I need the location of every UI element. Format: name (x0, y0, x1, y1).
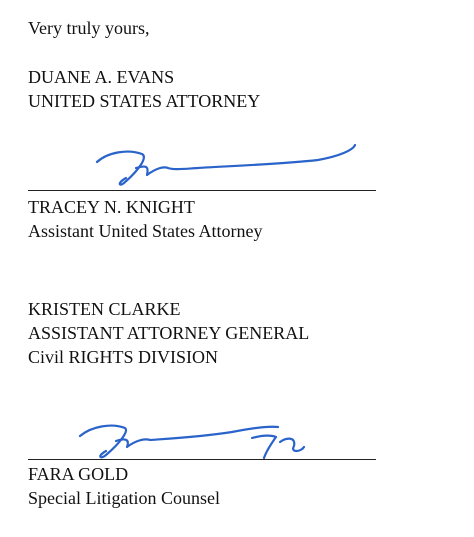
signature-line-1 (28, 190, 376, 191)
us-attorney-title: UNITED STATES ATTORNEY (28, 91, 261, 111)
signature-1-stroke (136, 145, 355, 175)
aag-name: KRISTEN CLARKE (28, 299, 181, 319)
signer-2-title: Special Litigation Counsel (28, 488, 220, 508)
closing-text: Very truly yours, (28, 18, 150, 38)
us-attorney-name: DUANE A. EVANS (28, 67, 175, 87)
signer-1-title: Assistant United States Attorney (28, 221, 263, 241)
signature-line-2 (28, 459, 376, 460)
division-name: Civil RIGHTS DIVISION (28, 347, 219, 367)
aag-title: ASSISTANT ATTORNEY GENERAL (28, 323, 310, 343)
signature-2-stroke (280, 439, 304, 451)
signature-2-stroke (252, 436, 276, 458)
signature-2-stroke (80, 426, 126, 458)
signer-1-name: TRACEY N. KNIGHT (28, 197, 195, 217)
signer-2-name: FARA GOLD (28, 464, 129, 484)
